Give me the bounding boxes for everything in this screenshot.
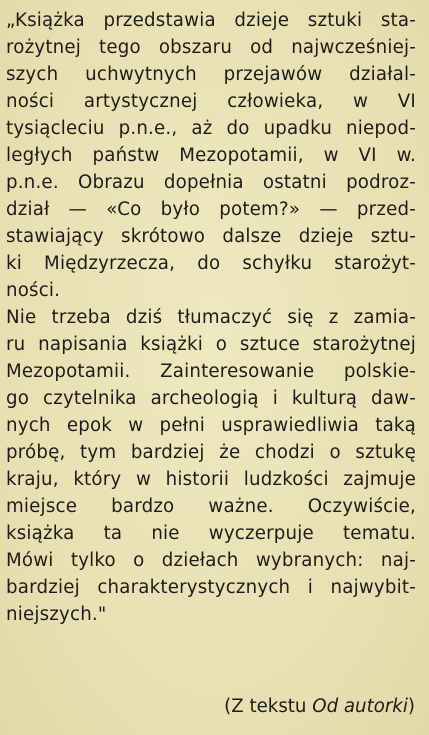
paragraph-1-line: p.n.e. Obrazu dopełnia ostatni podroz- [6,172,416,193]
paragraph-2-line: miejsce bardzo ważne. Oczywiście, [6,496,416,517]
paragraph-1-line: tysiącleciu p.n.e., aż do upadku niepod- [6,118,416,139]
paragraph-2-line: książka ta nie wyczerpuje tematu. [6,523,416,544]
attribution-prefix: (Z tekstu [224,696,313,717]
paragraph-2-line: bardziej charakterystycznych i najwybit- [6,577,416,598]
paragraph-2-line: Mówi tylko o dziełach wybranych: naj- [6,550,416,571]
paragraph-2-line: go czytelnika archeologią i kulturą daw- [6,388,416,409]
paragraph-2-line: kraju, który w historii ludzkości zajmuje [6,469,416,490]
paragraph-1-line: stawiający skrótowo dalsze dzieje sztu- [6,226,416,247]
paragraph-1-line: „Książka przedstawia dzieje sztuki sta- [6,10,416,31]
paragraph-2-line: próbę, tym bardziej że chodzi o sztukę [6,442,416,463]
paragraph-2-line: niejszych." [6,604,107,625]
attribution-italic-title: Od autorki [312,696,408,717]
paragraph-1-line: szych uchwytnych przejawów działal- [6,64,416,85]
paragraph-1-line: ległych państw Mezopotamii, w VI w. [6,145,416,166]
attribution-suffix: ) [407,696,415,717]
source-attribution [224,694,415,720]
paragraph-1-line: ności artystycznej człowieka, w VI [6,91,416,112]
paragraph-2-line: Nie trzeba dziś tłumaczyć się z zamia- [6,307,416,328]
paragraph-1-line: dział — «Co było potem?» — przed- [6,199,416,220]
paragraph-2-line: nych epok w pełni usprawiedliwia taką [6,415,416,436]
paragraph-1-line: rożytnej tego obszaru od najwcześniej- [6,37,416,58]
paragraph-2-line: Mezopotamii. Zainteresowanie polskie- [6,361,416,382]
paragraph-2-line: ru napisania książki o sztuce starożytnej [6,334,416,355]
paragraph-1-line: ności. [6,280,61,301]
paragraph-1-line: ki Międzyrzecza, do schyłku starożyt- [6,253,416,274]
